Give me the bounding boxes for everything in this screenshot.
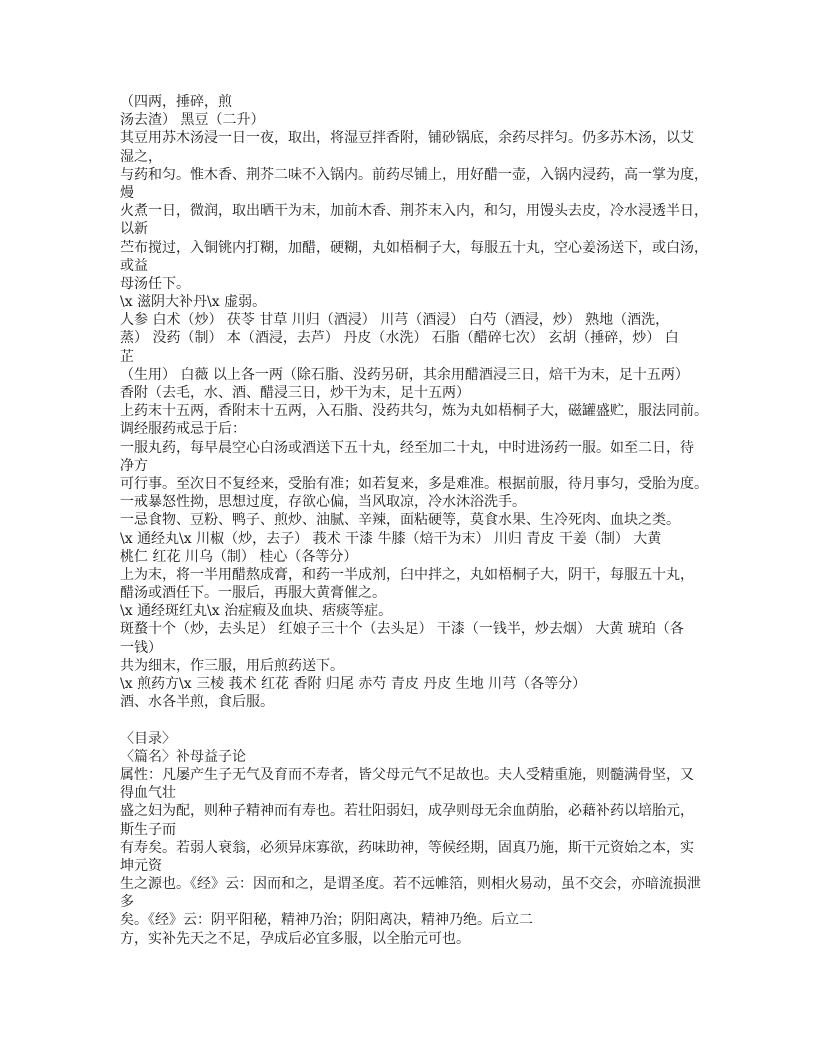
text-line: 盛之妇为配，则种子精神而有寿也。若壮阳弱妇，成孕则母无余血荫胎，必藉补药以培胎元，: [120, 803, 694, 820]
text-line: 汤去渣） 黑豆（二升）: [120, 112, 265, 129]
text-line: 一忌食物、豆粉、鸭子、煎炒、油腻、辛辣，面粘硬等，莫食水果、生冷死肉、血块之类。: [120, 512, 680, 529]
text-line: 净方: [120, 457, 148, 474]
text-line: 得血气壮: [120, 785, 176, 802]
text-line: \x 通经斑红丸\x 治症瘕及血块、痞痰等症。: [120, 603, 393, 620]
text-line: 湿之，: [120, 148, 162, 165]
text-line: \x 煎药方\x 三棱 莪术 红花 香附 归尾 赤芍 青皮 丹皮 生地 川芎（各等分）: [120, 676, 587, 692]
text-line: \x 滋阴大补丹\x 虚弱。: [120, 294, 267, 311]
text-line: 醋汤或酒任下。一服后，再服大黄膏催之。: [120, 585, 386, 602]
text-line: 可行事。至次日不复经来，受胎有准；如若复来，多是难准。根据前服，待月事匀，受胎为度。: [120, 475, 708, 492]
text-line: （生用） 白薇 以上各一两（除石脂、没药另研，其余用醋酒浸三日，焙干为末，足十五两）: [120, 366, 689, 383]
text-line: 火煮一日，微润，取出晒干为末，加前木香、荆芥末入内，和匀，用馒头去皮，冷水浸透半日，: [120, 203, 708, 220]
text-line: 以新: [120, 221, 148, 238]
text-line: 蒸） 没药（制） 本（酒浸，去芦） 丹皮（水洗） 石脂（醋碎七次） 玄胡（捶碎，炒） 白: [120, 330, 679, 347]
text-line: 与药和匀。惟木香、荆芥二味不入锅内。前药尽铺上，用好醋一壶，入锅内浸药，高一掌为度，: [120, 166, 708, 183]
text-line: 〈篇名〉补母益子论: [120, 748, 246, 765]
text-line: （四两，捶碎，煎: [120, 94, 232, 110]
text-line: 一戒暴怒性拗，思想过度，存欲心偏，当风取凉，冷水沐浴洗手。: [120, 494, 526, 511]
text-line: 〈目录〉: [120, 730, 176, 747]
text-line: 熳: [120, 184, 134, 201]
text-line: 共为细末，作三服，用后煎药送下。: [120, 657, 344, 674]
text-line: 或益: [120, 257, 148, 274]
text-line: 人参 白术（炒） 茯苓 甘草 川归（酒浸） 川芎（酒浸） 白芍（酒浸，炒） 熟地（酒洗，: [120, 312, 670, 329]
text-line: 属性：凡屡产生子无气及育而不寿者，皆父母元气不足故也。夫人受精重施，则髓满骨坚，又: [120, 766, 694, 783]
text-line: \x 通经丸\x 川椒（炒，去子） 莪术 干漆 牛膝（焙干为末） 川归 青皮 干姜（制） 大黄: [120, 530, 662, 547]
text-line: 一钱）: [120, 639, 162, 656]
text-line: 斑蝥十个（炒，去头足） 红娘子三十个（去头足） 干漆（一钱半，炒去烟） 大黄 琥珀（各: [120, 621, 684, 638]
text-line: 上为末，将一半用醋熬成膏，和药一半成剂，臼中拌之，丸如梧桐子大，阴干，每服五十丸，: [120, 566, 694, 583]
text-line: 斯生子而: [120, 821, 176, 838]
text-line: 香附（去毛，水、酒、醋浸三日，炒干为末，足十五两）: [120, 385, 470, 401]
blank-line: [120, 711, 720, 729]
text-line: 方，实补先天之不足，孕成后必宜多服，以全胎元可也。: [120, 930, 470, 947]
text-line: 多: [120, 894, 134, 911]
text-line: 苎布搅过，入铜铫内打糊，加醋，硬糊，丸如梧桐子大，每服五十丸，空心姜汤送下，或白汤，: [120, 239, 708, 256]
text-line: 上药末十五两，香附末十五两，入石脂、没药共匀，炼为丸如梧桐子大，磁罐盛贮，服法同前。: [120, 403, 708, 420]
text-line: 生之源也。《经》云：因而和之，是谓圣度。若不远帷箔，则相火易动，虽不交会，亦暗流损泄: [120, 876, 701, 893]
text-line: 有寿矣。若弱人衰翁，必须异床寡欲，药味助神，等候经期，固真乃施，斯干元资始之本，实: [120, 839, 694, 856]
text-line: 一服丸药，每早晨空心白汤或酒送下五十丸，经至加二十丸，中时进汤药一服。如至二日，待: [120, 439, 694, 456]
text-line: 桃仁 红花 川乌（制） 桂心（各等分）: [120, 548, 358, 565]
text-line: 矣。《经》云：阴平阳秘，精神乃治；阴阳离决，精神乃绝。后立二: [120, 912, 533, 929]
text-line: 芷: [120, 348, 134, 365]
text-line: 调经服药戒忌于后：: [120, 421, 246, 438]
text-line: 母汤任下。: [120, 275, 190, 292]
text-line: 坤元资: [120, 857, 162, 874]
text-line: 酒、水各半煎，食后服。: [120, 694, 274, 711]
text-line: 其豆用苏木汤浸一日一夜，取出，将湿豆拌香附，铺砂锅底，余药尽拌匀。仍多苏木汤，以艾: [120, 130, 694, 147]
document-page: [120, 93, 720, 948]
